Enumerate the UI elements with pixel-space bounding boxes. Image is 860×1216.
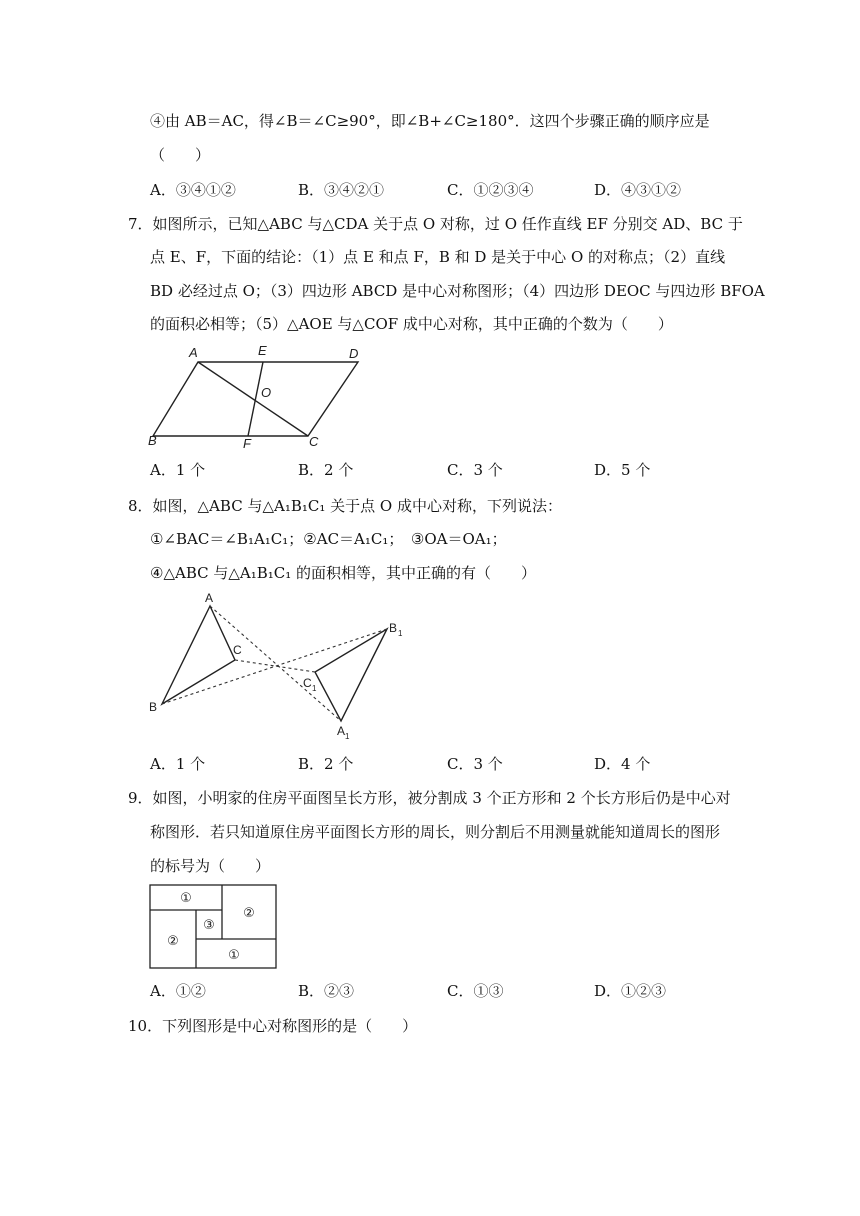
q8-label-b1-sub: 1 [398, 629, 403, 638]
q7-line-2: 点 E、F，下面的结论：（1）点 E 和点 F，B 和 D 是关于中心 O 的对称点；（2）直线 [150, 248, 726, 266]
q6-line-1: ④由 AB＝AC，得∠B＝∠C≥90°，即∠B+∠C≥180°．这四个步骤正确的顺序应是 [150, 112, 710, 130]
q8-line-3: ④△ABC 与△A₁B₁C₁ 的面积相等，其中正确的有（ ） [150, 564, 537, 582]
q7-label-b: B [148, 433, 157, 448]
q8-dashed-b-b1 [162, 629, 387, 704]
q7-diagonal-ac [198, 362, 308, 436]
q7-label-o: O [261, 385, 272, 400]
q8-line-2: ①∠BAC＝∠B₁A₁C₁；②AC＝A₁C₁； ③OA＝OA₁； [150, 530, 507, 548]
q9-line-1: 9．如图，小明家的住房平面图呈长方形，被分割成 3 个正方形和 2 个长方形后仍是中心对 [128, 789, 731, 807]
q9-label-center-3: ③ [203, 917, 215, 932]
q6-option-b: B．③④②① [298, 181, 385, 199]
q8-label-a1: A [337, 724, 346, 738]
q7-option-d: D．5 个 [594, 461, 651, 479]
q7-option-a: A．1 个 [150, 461, 206, 479]
q7-label-c: C [309, 434, 319, 449]
q10-line-1: 10．下列图形是中心对称图形的是（ ） [128, 1017, 418, 1035]
q8-dashed-c-c1 [235, 660, 315, 672]
q6-option-d: D．④③①② [594, 181, 682, 199]
q8-option-b: B．2 个 [298, 755, 354, 773]
q7-label-d: D [349, 346, 359, 361]
q9-label-right-2: ② [243, 905, 255, 920]
q8-label-a1-sub: 1 [345, 732, 350, 741]
q8-label-b: B [149, 700, 158, 714]
q8-label-c1: C [303, 676, 312, 690]
q8-option-a: A．1 个 [150, 755, 206, 773]
q7-option-b: B．2 个 [298, 461, 354, 479]
q8-triangle-abc [162, 606, 235, 704]
q7-line-3: BD 必经过点 O；（3）四边形 ABCD 是中心对称图形；（4）四边形 DEOC 与四边形 BFOA [150, 282, 765, 300]
q6-option-c: C．①②③④ [447, 181, 534, 199]
q7-line-1: 7．如图所示，已知△ABC 与△CDA 关于点 O 对称，过 O 任作直线 EF 分别交 AD、BC 于 [128, 215, 743, 233]
q9-line-2: 称图形．若只知道原住房平面图长方形的周长，则分割后不用测量就能知道周长的图形 [150, 823, 721, 841]
q8-label-a: A [205, 592, 214, 605]
q7-label-f: F [243, 436, 251, 450]
q7-label-e: E [258, 343, 267, 358]
q8-label-b1: B [389, 621, 398, 635]
q9-option-c: C．①③ [447, 982, 504, 1000]
q9-floor-plan [148, 883, 280, 973]
q7-option-c: C．3 个 [447, 461, 503, 479]
q9-option-a: A．①② [150, 982, 206, 1000]
q8-figure [145, 592, 410, 742]
q7-line-4: 的面积必相等；（5）△AOE 与△COF 成中心对称，其中正确的个数为（ ） [150, 315, 673, 333]
q9-line-3: 的标号为（ ） [150, 857, 271, 875]
q8-triangle-a1b1c1 [315, 629, 387, 721]
q7-figure [145, 340, 365, 450]
q8-label-c: C [233, 643, 242, 657]
q7-label-a: A [189, 345, 198, 360]
q6-option-a: A．③④①② [150, 181, 236, 199]
q6-line-2: （ ） [150, 146, 211, 164]
q9-label-top-1: ① [180, 890, 192, 905]
q9-label-left-2: ② [167, 933, 179, 948]
q8-option-c: C．3 个 [447, 755, 503, 773]
q8-line-1: 8．如图，△ABC 与△A₁B₁C₁ 关于点 O 成中心对称，下列说法： [128, 497, 562, 515]
q9-option-b: B．②③ [298, 982, 355, 1000]
q8-label-c1-sub: 1 [312, 684, 317, 693]
q9-label-bottom-1: ① [228, 947, 240, 962]
q9-option-d: D．①②③ [594, 982, 667, 1000]
q8-option-d: D．4 个 [594, 755, 651, 773]
